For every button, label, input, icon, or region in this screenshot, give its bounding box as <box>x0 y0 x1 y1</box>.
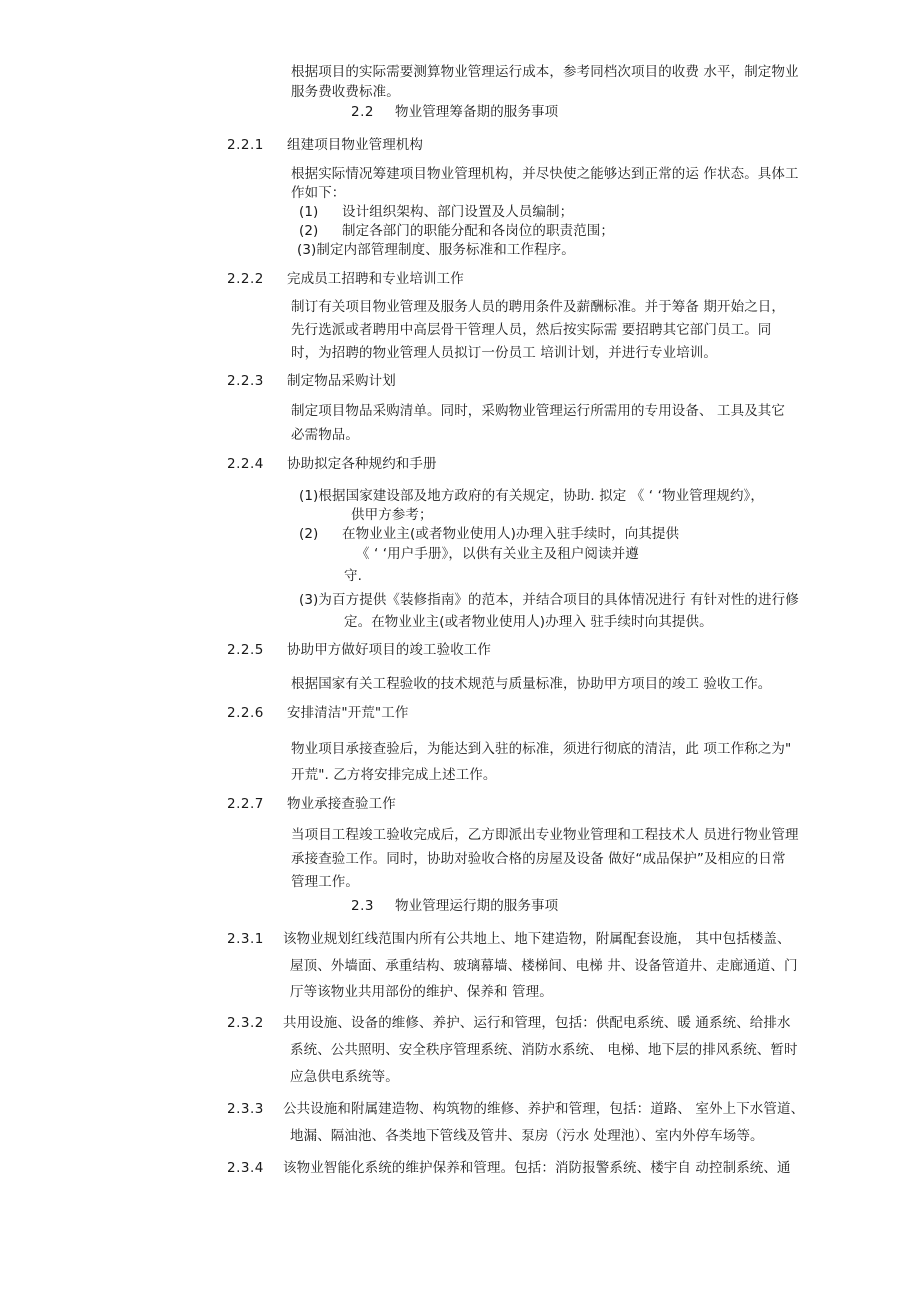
section-2-3-1-line-1: 该物业规划红线范围内所有公共地上、地下建造物，附属配套设施， 其中包括楼盖、 <box>283 931 791 947</box>
section-2-3-3-line-2: 地漏、隔油池、各类地下管线及管井、泵房（污水 处理池）、室内外停车场等。 <box>290 1128 764 1144</box>
section-2-2-5-title: 协助甲方做好项目的竣工验收工作 <box>287 642 491 658</box>
section-2-2-4-line-4: 《 ‘ ‘用户手册》，以供有关业主及租户阅读并遵 <box>356 546 639 562</box>
section-2-3-1-line-2: 屋顶、外墙面、承重结构、玻璃幕墙、楼梯间、电梯 井、设备管道井、走廊通道、门 <box>290 958 798 974</box>
section-2-2-4-line-5: 守. <box>344 568 362 584</box>
section-2-2-2-line-2: 先行选派或者聘用中高层骨干管理人员，然后按实际需 要招聘其它部门员工。同 <box>291 322 772 338</box>
section-2-2-3-line-2: 必需物品。 <box>291 427 359 443</box>
section-2-2-1-title: 组建项目物业管理机构 <box>287 137 423 153</box>
section-2-2-5-line-1: 根据国家有关工程验收的技术规范与质量标准，协助甲方项目的竣工 验收工作。 <box>291 676 772 692</box>
section-2-3-number: 2.3 <box>351 898 374 914</box>
section-2-3-4-line-1: 该物业智能化系统的维护保养和管理。包括：消防报警系统、楼宇自 动控制系统、通 <box>283 1160 791 1176</box>
intro-line-2: 服务费收费标准。 <box>291 84 400 100</box>
section-2-2-7-title: 物业承接查验工作 <box>287 796 396 812</box>
list-item-label: (1) <box>299 204 319 220</box>
section-2-2-7-line-3: 管理工作。 <box>291 874 359 890</box>
section-2-3-1-number: 2.3.1 <box>227 931 264 947</box>
section-2-2-4-line-2: 供甲方参考； <box>351 507 433 523</box>
section-2-3-3-number: 2.3.3 <box>227 1101 264 1117</box>
section-2-2-3-title: 制定物品采购计划 <box>287 373 396 389</box>
section-2-2-4-line-3: 在物业业主(或者物业使用人)办理入驻手续时，向其提供 <box>342 526 680 542</box>
section-2-3-3-line-1: 公共设施和附属建造物、构筑物的维修、养护和管理，包括：道路、 室外上下水管道、 <box>283 1101 805 1117</box>
section-2-2-2-line-3: 时，为招聘的物业管理人员拟订一份员工 培训计划，并进行专业培训。 <box>291 345 717 361</box>
section-2-2-3-line-1: 制定项目物品采购清单。同时，采购物业管理运行所需用的专用设备、 工具及其它 <box>291 403 785 419</box>
section-2-2-6-line-1: 物业项目承接查验后，为能达到入驻的标准，须进行彻底的清洁，此 项工作称之为" <box>291 741 792 757</box>
section-2-2-1-number: 2.2.1 <box>227 137 264 153</box>
section-2-2-6-number: 2.2.6 <box>227 705 264 721</box>
intro-line-1: 根据项目的实际需要测算物业管理运行成本，参考同档次项目的收费 水平，制定物业 <box>291 64 799 80</box>
section-2-3-1-line-3: 厅等该物业共用部份的维护、保养和 管理。 <box>290 984 553 1000</box>
section-2-2-title: 物业管理筹备期的服务事项 <box>395 104 559 120</box>
section-2-2-4-line-6: (3)为百方提供《装修指南》的范本，并结合项目的具体情况进行 有针对性的进行修 <box>299 592 799 608</box>
section-2-2-2-line-1: 制订有关项目物业管理及服务人员的聘用条件及薪酬标准。并于筹备 期开始之日， <box>291 299 785 315</box>
section-2-2-5-number: 2.2.5 <box>227 642 264 658</box>
section-2-3-2-line-3: 应急供电系统等。 <box>290 1069 399 1085</box>
section-2-2-6-line-2: 开荒". 乙方将安排完成上述工作。 <box>291 767 497 783</box>
section-2-2-7-line-2: 承接查验工作。同时，协助对验收合格的房屋及设备 做好“成品保护”及相应的日常 <box>291 851 786 867</box>
list-item-label: (2) <box>299 223 319 239</box>
section-2-2-1-line-1: 根据实际情况筹建项目物业管理机构，并尽快使之能够达到正常的运 作状态。具体工 <box>291 166 799 182</box>
section-2-2-4-title: 协助拟定各种规约和手册 <box>287 456 437 472</box>
section-2-2-3-number: 2.2.3 <box>227 373 264 389</box>
section-2-2-2-title: 完成员工招聘和专业培训工作 <box>287 271 464 287</box>
section-2-3-4-number: 2.3.4 <box>227 1160 264 1176</box>
list-item-text: 设计组织架构、部门设置及人员编制； <box>342 204 574 220</box>
section-2-3-2-number: 2.3.2 <box>227 1015 264 1031</box>
list-item-text: 制定各部门的职能分配和各岗位的职责范围； <box>342 223 614 239</box>
list-item-text: (3)制定内部管理制度、服务标准和工作程序。 <box>297 242 575 258</box>
section-2-3-2-line-1: 共用设施、设备的维修、养护、运行和管理，包括：供配电系统、暖 通系统、给排水 <box>283 1015 791 1031</box>
section-2-2-7-number: 2.2.7 <box>227 796 264 812</box>
section-2-2-1-line-2: 作如下： <box>291 185 346 201</box>
list-item-label: (2) <box>299 526 319 542</box>
section-2-2-7-line-1: 当项目工程竣工验收完成后，乙方即派出专业物业管理和工程技术人 员进行物业管理 <box>291 827 799 843</box>
section-2-2-4-line-7: 定。在物业业主(或者物业使用人)办理入 驻手续时向其提供。 <box>344 614 713 630</box>
section-2-3-2-line-2: 系统、公共照明、安全秩序管理系统、消防水系统、 电梯、地下层的排风系统、暂时 <box>290 1042 798 1058</box>
section-2-3-title: 物业管理运行期的服务事项 <box>395 898 559 914</box>
section-2-2-2-number: 2.2.2 <box>227 271 264 287</box>
section-2-2-4-number: 2.2.4 <box>227 456 264 472</box>
section-2-2-number: 2.2 <box>351 104 374 120</box>
section-2-2-6-title: 安排清洁"开荒"工作 <box>287 705 409 721</box>
section-2-2-4-line-1: (1)根据国家建设部及地方政府的有关规定，协助. 拟定 《 ‘ ‘物业管理规约》， <box>299 488 765 504</box>
